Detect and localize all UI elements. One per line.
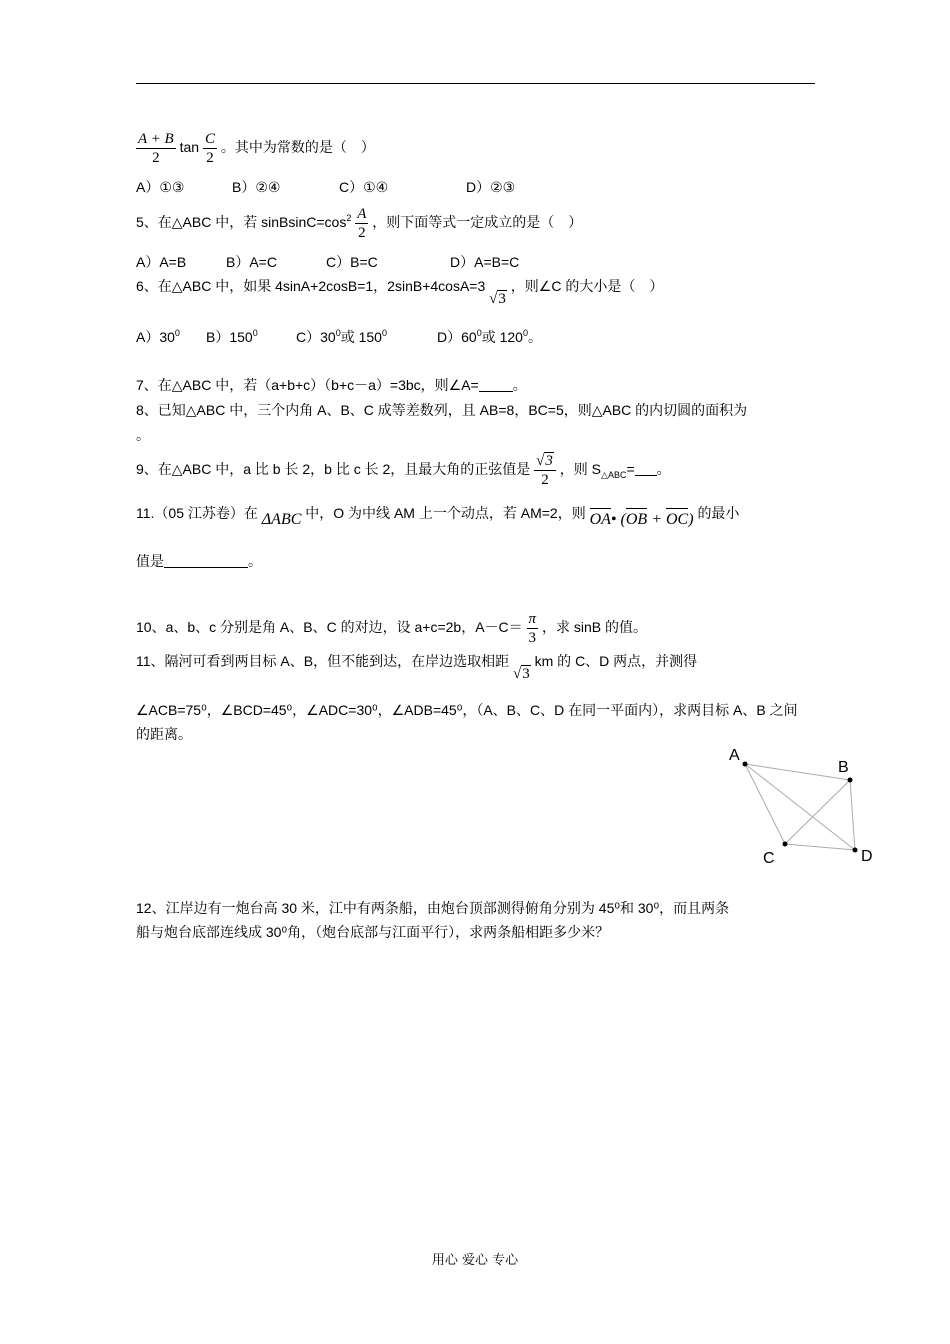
question-11-jiangsu-line-2: 值是 。 — [136, 553, 262, 569]
label-b: B — [838, 759, 849, 776]
question-8-line-1: 8、已知△ABC 中，三个内角 A、B、C 成等差数列，且 AB=8，BC=5，则△ABC 的内切圆的面积为 — [136, 402, 748, 418]
answer-blank[interactable] — [635, 461, 657, 476]
q6-option-a: $A)30^0$ — [136, 328, 180, 345]
label-d: D — [861, 848, 873, 865]
q5-option-a: A）A=B — [136, 254, 187, 270]
page-footer: 用心 爱心 专心 — [431, 1253, 519, 1268]
sqrt-3: √3 — [513, 666, 530, 682]
point-b — [848, 778, 853, 783]
fraction-c-over-2: $\frac{C}{2}$ — [204, 131, 215, 166]
question-11-river-line-2: ∠ACB=75⁰，∠BCD=45⁰，∠ADC=30⁰，∠ADB=45⁰，（A、B、C、D 在同一平面内），求两目标 A、B 之间 — [136, 702, 798, 718]
answer-blank[interactable] — [164, 553, 248, 568]
q6-option-b: $B)150^0$ — [206, 328, 258, 345]
q6-option-c: $C)30^0$或 $150^0$ — [296, 328, 387, 345]
question-10: 10、a、b、c 分别是角 A、B、C 的对边，设 a+c=2b，A－C＝ $\frac{\pi}{3}$ ，求 sinB 的值。 — [136, 611, 647, 646]
fraction-pi-over-3: $\frac{\pi}{3}$ — [528, 611, 537, 646]
question-11-river-line-3: 的距离。 — [136, 726, 192, 742]
segment-bc — [785, 780, 850, 844]
q5-option-b: B）A=C — [226, 254, 277, 270]
point-a — [743, 762, 748, 767]
q4-tail: $\frac{A + B}{2}$ tan $\frac{C}{2}$ 。其中为常数的是（ ） — [138, 131, 375, 166]
question-6: 6、在△ABC 中，如果 4sinA+2cosB=1，2sinB+4cosA=3 √3 ，则∠C 的大小是（ ） — [136, 278, 664, 307]
point-d — [853, 848, 858, 853]
point-c — [783, 842, 788, 847]
question-5: 5、在△ABC 中，若 $sinBsinC=\cos^2$ $\frac{A}{2}$ ，则下面等式一定成立的是（ ） — [136, 206, 583, 241]
segment-ad — [745, 764, 855, 850]
answer-blank[interactable] — [479, 377, 513, 392]
label-c: C — [763, 850, 775, 867]
fraction-a-over-2: $\frac{A}{2}$ — [357, 206, 367, 241]
q6-option-d: $D)60^0$或 $120^0$。 — [437, 328, 542, 345]
q5-option-c: C）B=C — [326, 254, 378, 270]
question-12-line-1: 12、江岸边有一炮台高 30 米，江中有两条船，由炮台顶部测得俯角分别为 45⁰和 30⁰，而且两条 — [136, 900, 730, 916]
sqrt-3: √3 — [489, 291, 506, 307]
q4-option-c: C）①④ — [339, 179, 389, 195]
question-12-line-2: 船与炮台底部连线成 30⁰角，（炮台底部与江面平行），求两条船相距多少米？ — [136, 924, 610, 940]
quadrilateral-diagram — [720, 740, 890, 870]
header-rule — [136, 83, 815, 84]
q5-option-d: D）A=B=C — [450, 254, 520, 270]
segment-ab — [745, 764, 850, 780]
segment-cd — [785, 844, 855, 850]
fraction-sqrt3-over-2: $\frac{√3}{2}$ — [534, 452, 556, 489]
question-11-river: 11、隔河可看到两目标 A、B，但不能到达，在岸边选取相距 √3 km 的 C、D 两点，并测得 — [136, 653, 698, 682]
q4-option-d: D）②③ — [466, 179, 516, 195]
question-9: 9、在△ABC 中，a 比 b 长 2，b 比 c 长 2，且最大角的正弦值是 $\frac{√3}{2}$ ，则 $S_{\triangle ABC}=$ 。 — [136, 453, 671, 488]
question-8-line-2: 。 — [136, 427, 150, 443]
question-11-jiangsu: 11.（05 江苏卷）在 ΔABC 中，O 为中线 AM 上一个动点，若 AM=2，则 OA• (OB + OC) 的最小 — [136, 505, 740, 528]
segment-bd — [850, 780, 855, 850]
label-a: A — [729, 747, 740, 764]
fraction-a-plus-b-over-2: $\frac{A + B}{2}$ — [138, 131, 174, 166]
question-7: 7、在△ABC 中，若（a+b+c）（b+c－a）=3bc，则∠A= 。 — [136, 377, 527, 393]
segment-ac — [745, 764, 785, 844]
vector-expression: OA• (OB + OC) — [589, 511, 694, 528]
q4-option-b: B）②④ — [232, 179, 281, 195]
q4-option-a: A）①③ — [136, 179, 185, 195]
